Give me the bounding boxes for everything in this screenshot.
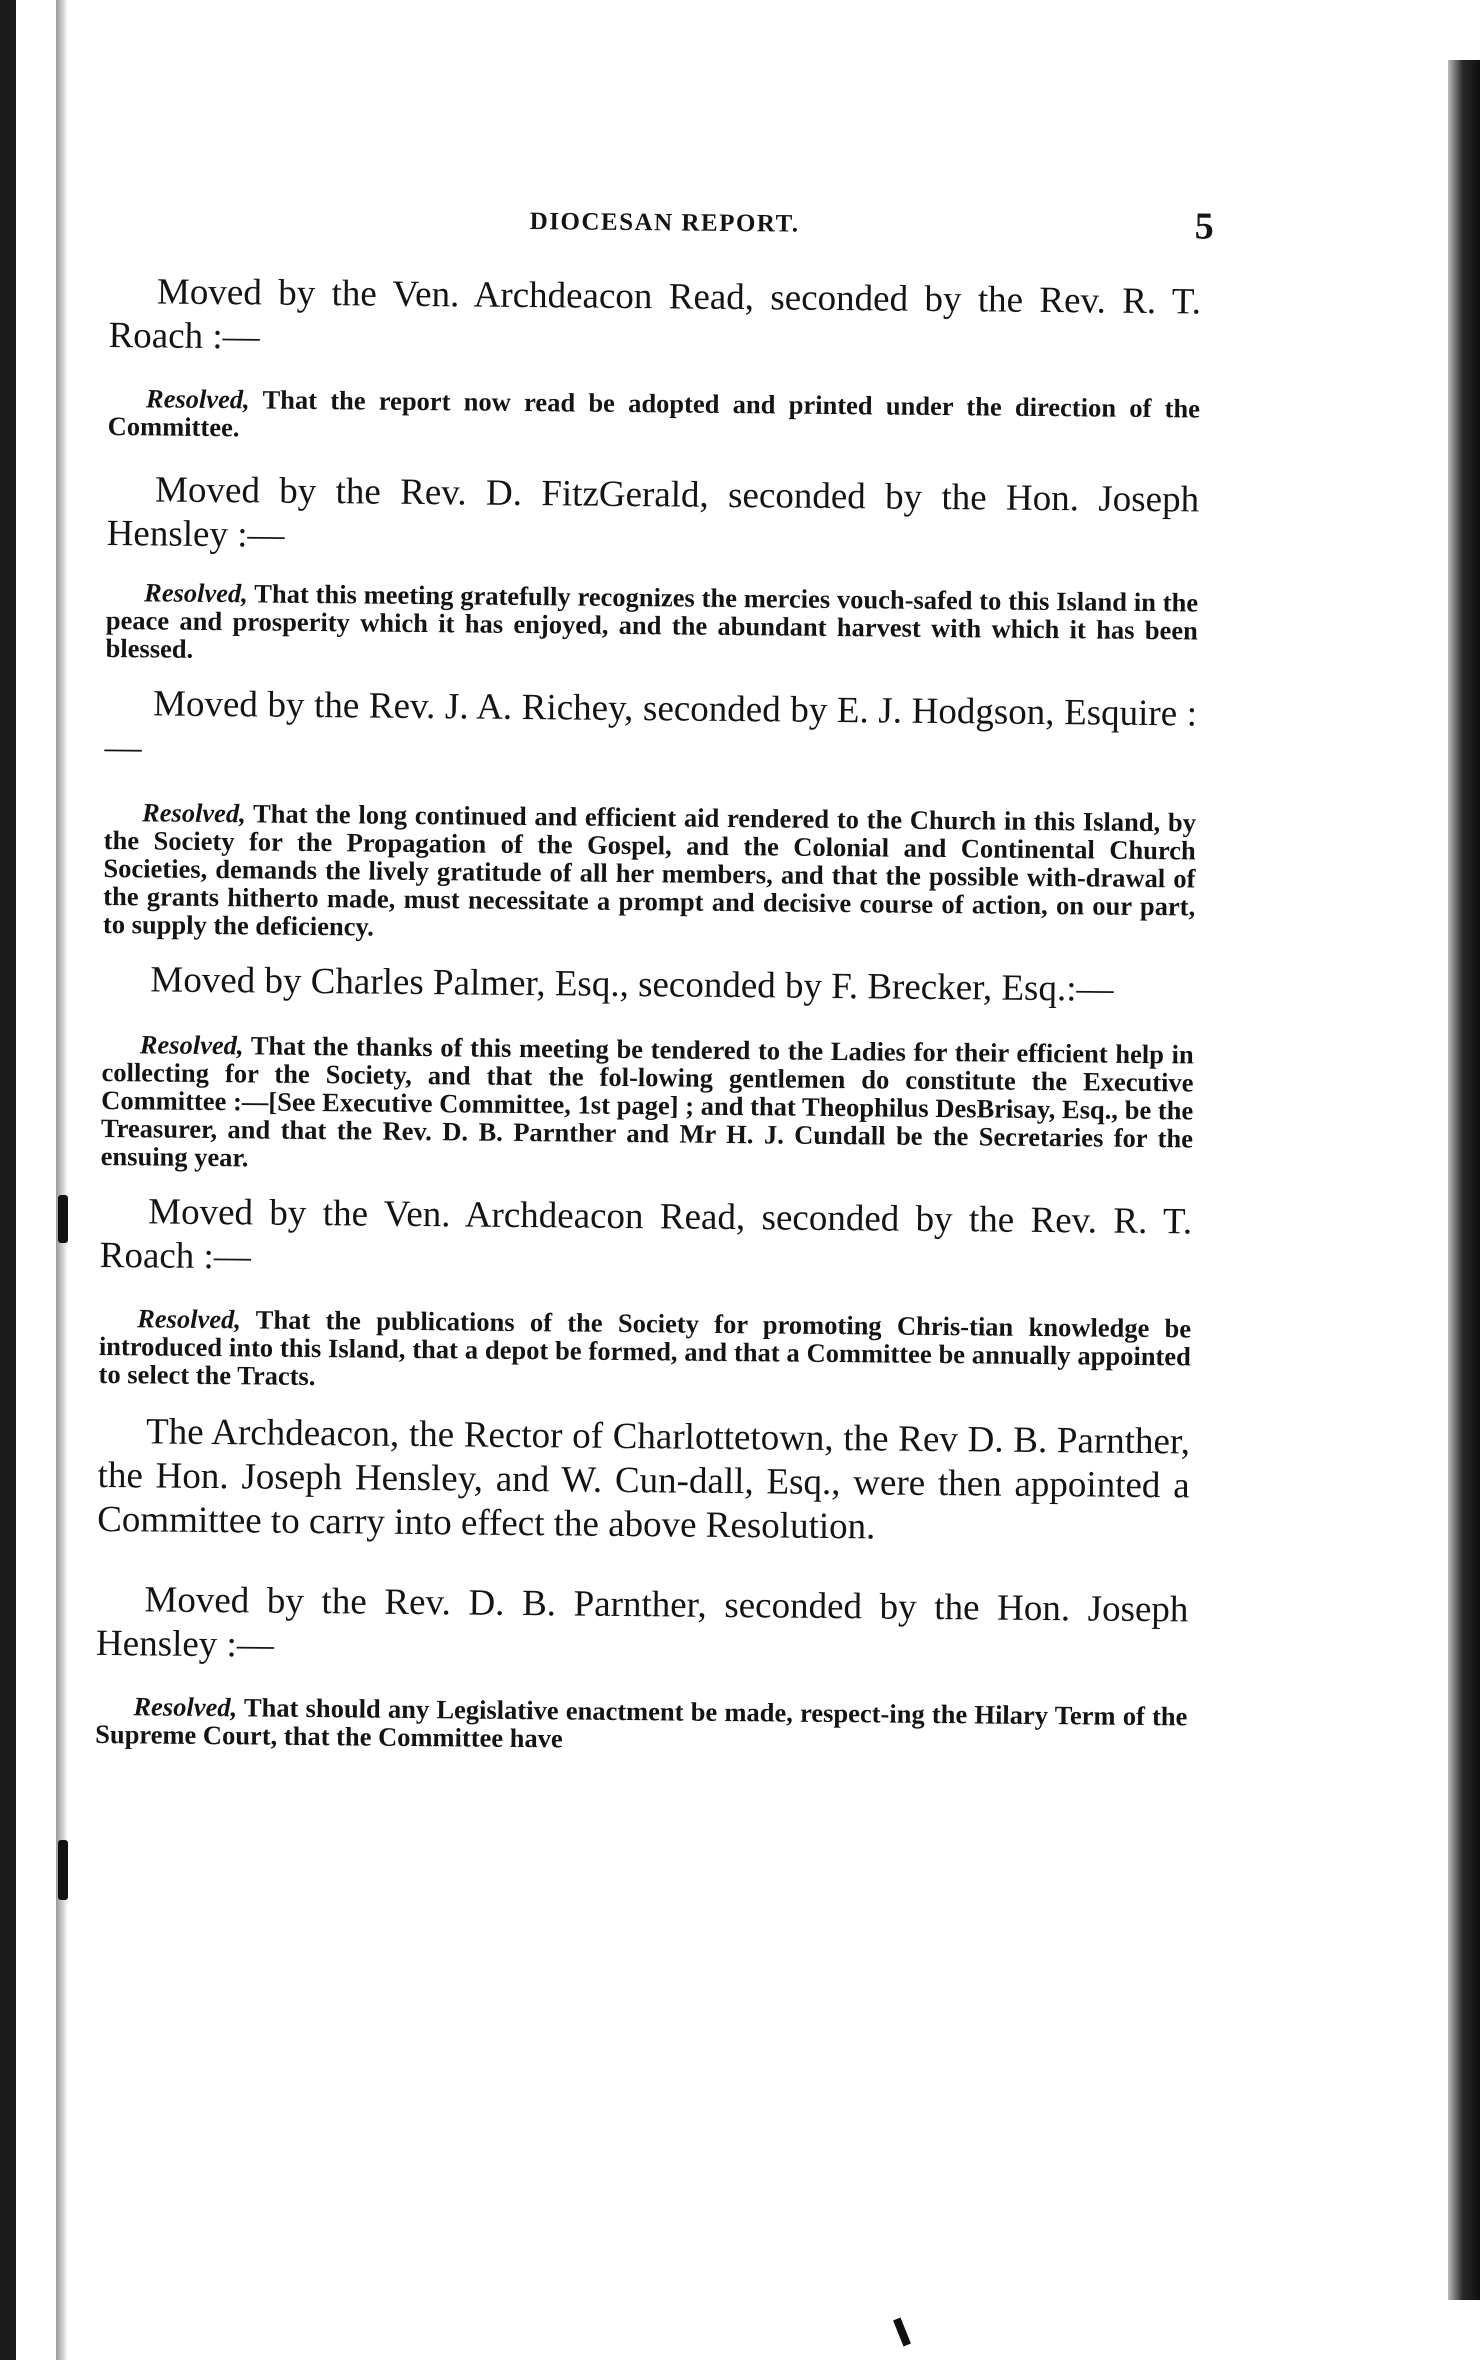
resolved-label: Resolved,	[141, 797, 246, 829]
page-right-edge-shadow	[1448, 60, 1480, 2300]
motion-paragraph: Moved by the Rev. J. A. Richey, seconded by E. J. Hodgson, Esquire :—	[104, 683, 1198, 769]
resolved-label: Resolved,	[143, 577, 249, 609]
resolution-paragraph	[108, 384, 1200, 450]
resolution-paragraph	[103, 798, 1196, 948]
resolved-label: Resolved,	[145, 383, 250, 415]
page-number: 5	[1194, 205, 1214, 248]
resolution-text: That the long continued and efficient aid rendered to the Church in this Island, by the Society for the Propagation of the Gospel, and the Colonial and Continental Church Societies, demands the lively gratitude of all her members, and that the possible with-drawal of the grants hitherto made, must necessitate a prompt and decisive course of action, on our part, to supply the deficiency.	[102, 798, 1197, 942]
resolution-text: That this meeting gratefully recognizes the mercies vouch-safed to this Island in the peace and prosperity which it has enjoyed, and the abundant harvest with which it has been blessed.	[105, 578, 1199, 664]
motion-paragraph: Moved by the Ven. Archdeacon Read, seconded by the Rev. R. T. Roach :—	[108, 271, 1202, 358]
resolved-label: Resolved,	[139, 1029, 244, 1061]
resolution-paragraph	[101, 1030, 1194, 1180]
resolution-text: That the publications of the Society for promoting Chris-tian knowledge be introduced into this Island, that a depot be formed, and that a Committee be annually appointed to select the Tracts.	[98, 1304, 1192, 1392]
resolved-label: Resolved,	[133, 1691, 238, 1723]
resolution-text: That the report now read be adopted and printed under the direction of the Committee.	[107, 384, 1201, 443]
running-head-title: DIOCESAN REPORT.	[529, 208, 800, 238]
resolved-label: Resolved,	[137, 1303, 242, 1335]
motion-paragraph: Moved by the Ven. Archdeacon Read, seconded by the Rev. R. T. Roach :—	[99, 1191, 1193, 1278]
gutter-mark	[58, 1840, 68, 1900]
committee-paragraph: The Archdeacon, the Rector of Charlottetown, the Rev D. B. Parnther, the Hon. Joseph Hensley, and W. Cun-dall, Esq., were then appointed a Committee to carry into effect the above Resolution.	[97, 1411, 1191, 1548]
book-spine-shadow	[0, 0, 16, 2360]
motion-paragraph: Moved by Charles Palmer, Esq., seconded by F. Brecker, Esq.:—	[150, 959, 1114, 1010]
document-page	[95, 190, 1214, 1758]
scan-speck	[893, 2318, 911, 2347]
motion-paragraph: Moved by the Rev. D. B. Parnther, seconded by the Hon. Joseph Hensley :—	[95, 1579, 1189, 1666]
running-header	[109, 190, 1214, 260]
page-gutter-edge	[56, 0, 68, 2360]
motion-paragraph: Moved by the Rev. D. FitzGerald, seconded by the Hon. Joseph Hensley :—	[106, 469, 1200, 556]
gutter-mark	[58, 1195, 68, 1243]
resolution-text: That the thanks of this meeting be tendered to the Ladies for their efficient help in collecting for the Society, and that the fol-lowing gentlemen do constitute the Executive Committee :—[See Executive Committee, 1st page] ; and that Theophilus DesBrisay, Esq., be the Treasurer, and that the Rev. D. B. Parnther and Mr H. J. Cundall be the Secretaries for the ensuing year.	[100, 1030, 1194, 1173]
resolution-paragraph	[105, 578, 1198, 672]
resolution-paragraph	[95, 1692, 1187, 1758]
resolution-paragraph	[99, 1304, 1192, 1398]
resolution-text: That should any Legislative enactment be made, respect-ing the Hilary Term of the Supreme Court, that the Committee have	[95, 1692, 1188, 1754]
